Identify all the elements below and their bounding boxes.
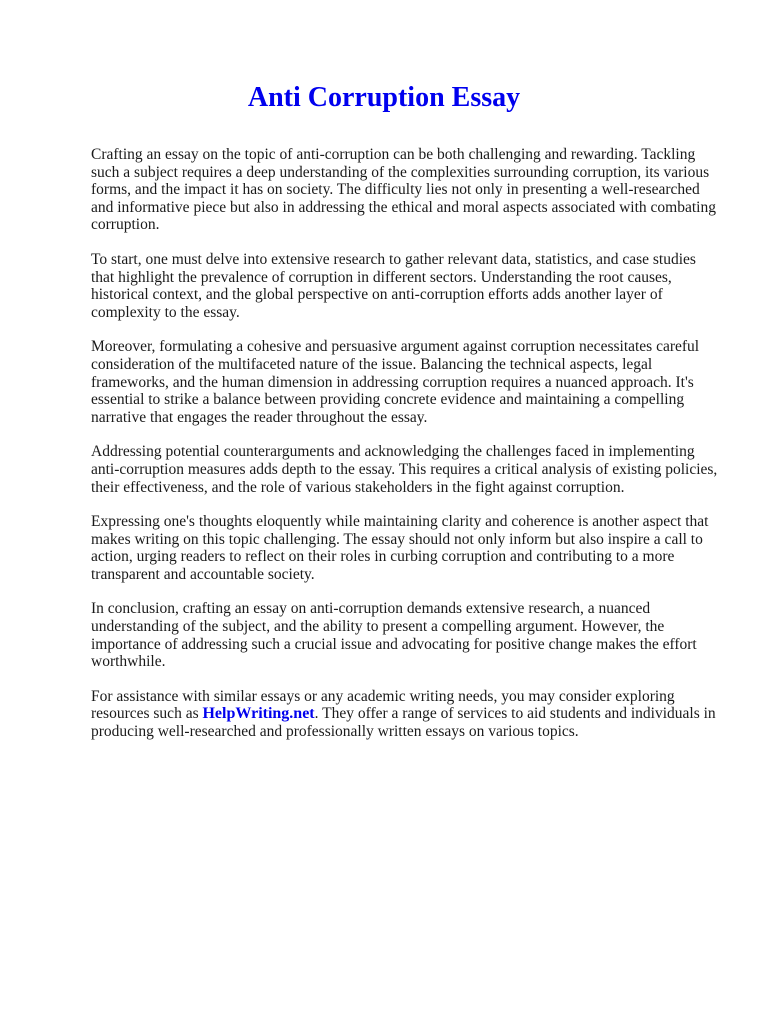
helpwriting-link[interactable]: HelpWriting.net — [202, 705, 315, 723]
paragraph-3: Moreover, formulating a cohesive and persuasive argument against corruption necessitates careful consideration of the multifaceted nature of the issue. Balancing the technical aspects, legal frameworks, and the human dimension in addressing corruption requires a nuanced approach. It's essential to strike a balance between providing concrete evidence and maintaining a compelling narrative that engages the reader throughout the essay. — [91, 338, 700, 426]
paragraph-6: In conclusion, crafting an essay on anti-corruption demands extensive research, a nuanced understanding of the subject, and the ability to present a compelling argument. However, the importance of addressing such a crucial issue and advocating for positive change makes the effort worthwhile. — [91, 600, 697, 671]
page-title: Anti Corruption Essay — [247, 82, 521, 113]
essay-body — [91, 146, 723, 758]
closing-paragraph — [91, 688, 723, 741]
closing-text-before: For assistance with similar essays or any academic writing needs, you may consider exploring resources such as — [91, 687, 675, 723]
paragraph-1: Crafting an essay on the topic of anti-corruption can be both challenging and rewarding. Tackling such a subject requires a deep understanding of the complexities surrounding corruption, its various forms, and the impact it has on society. The difficulty lies not only in presenting a well-researched and informative piece but also in addressing the ethical and moral aspects associated with combating corruption. — [91, 146, 716, 234]
closing-text-after: . They offer a range of services to aid students and individuals in producing well-researched and professionally written essays on various topics. — [91, 705, 716, 741]
paragraph-4: Addressing potential counterarguments and acknowledging the challenges faced in implementing anti-corruption measures adds depth to the essay. This requires a critical analysis of existing policies, their effectiveness, and the role of various stakeholders in the fight against corruption. — [91, 443, 718, 496]
paragraph-2: To start, one must delve into extensive research to gather relevant data, statistics, and case studies that highlight the prevalence of corruption in different sectors. Understanding the root causes, historical context, and the global perspective on anti-corruption efforts adds another layer of complexity to the essay. — [91, 250, 696, 321]
paragraph-5: Expressing one's thoughts eloquently while maintaining clarity and coherence is another aspect that makes writing on this topic challenging. The essay should not only inform but also inspire a call to action, urging readers to reflect on their roles in curbing corruption and contributing to a more transparent and accountable society. — [91, 513, 709, 583]
